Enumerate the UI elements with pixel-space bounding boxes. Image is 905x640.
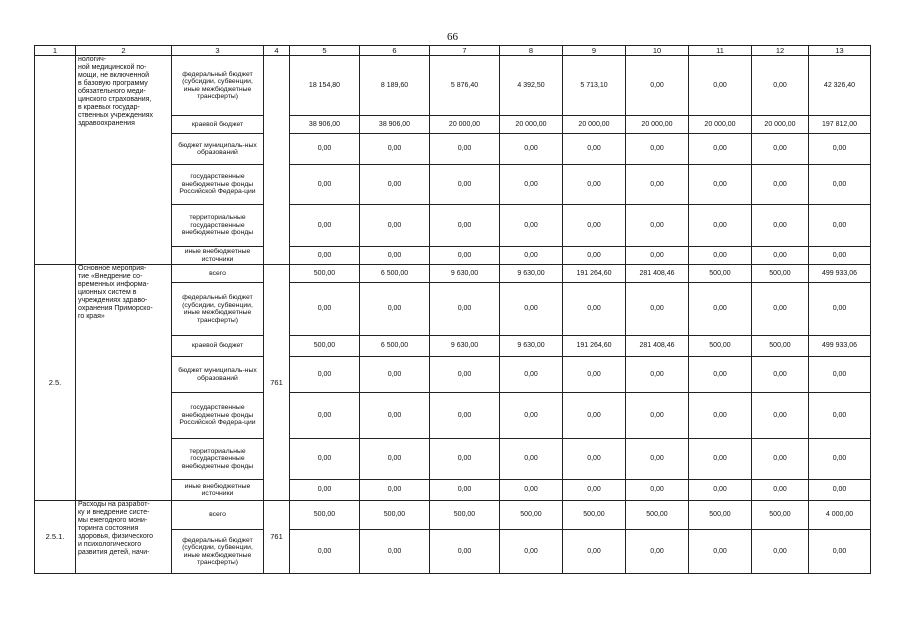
value-cell-col-5: 0,00 — [290, 247, 360, 265]
funding-source: государственные внебюджетные фонды Российской Федера-ции — [172, 165, 264, 205]
value-cell-col-9: 0,00 — [563, 393, 626, 439]
value-cell-col-9: 5 713,10 — [563, 56, 626, 116]
value-cell-col-9: 0,00 — [563, 247, 626, 265]
value-cell-col-7: 0,00 — [430, 530, 500, 574]
value-cell-col-10: 0,00 — [626, 283, 689, 336]
value-cell-col-13: 197 812,00 — [809, 116, 871, 134]
value-cell-col-7: 0,00 — [430, 283, 500, 336]
value-cell-col-10: 0,00 — [626, 56, 689, 116]
value-cell-col-8: 0,00 — [500, 247, 563, 265]
value-cell-col-12: 500,00 — [752, 336, 809, 357]
value-cell-col-9: 500,00 — [563, 501, 626, 530]
value-cell-col-12: 500,00 — [752, 501, 809, 530]
value-cell-col-9: 191 264,60 — [563, 265, 626, 283]
row-description: Основное мероприя- тие «Внедрение со- временных информа- ционных систем в учреждениях здраво- охранения Приморско- го края» — [76, 265, 172, 501]
executor-code: 761 — [264, 501, 290, 574]
table-row — [35, 265, 871, 283]
value-cell-col-11: 0,00 — [689, 283, 752, 336]
row-description: нологич- ной медицинской по- мощи, не включенной в базовую программу обязательного меди- цинского страхования, в краевых государ- ственных учреждениях здравоохранения — [76, 56, 172, 265]
value-cell-col-11: 0,00 — [689, 480, 752, 501]
funding-source: территориальные государственные внебюджетные фонды — [172, 205, 264, 247]
value-cell-col-9: 0,00 — [563, 134, 626, 165]
value-cell-col-6: 0,00 — [360, 480, 430, 501]
value-cell-col-5: 0,00 — [290, 439, 360, 480]
value-cell-col-13: 0,00 — [809, 530, 871, 574]
value-cell-col-8: 4 392,50 — [500, 56, 563, 116]
value-cell-col-8: 20 000,00 — [500, 116, 563, 134]
value-cell-col-13: 0,00 — [809, 247, 871, 265]
value-cell-col-10: 500,00 — [626, 501, 689, 530]
value-cell-col-8: 0,00 — [500, 393, 563, 439]
row-number: 2.5.1. — [35, 501, 76, 574]
funding-source: всего — [172, 265, 264, 283]
value-cell-col-10: 0,00 — [626, 357, 689, 393]
value-cell-col-5: 0,00 — [290, 480, 360, 501]
column-number-row — [35, 46, 871, 56]
value-cell-col-7: 9 630,00 — [430, 336, 500, 357]
value-cell-col-6: 0,00 — [360, 283, 430, 336]
value-cell-col-6: 0,00 — [360, 134, 430, 165]
value-cell-col-9: 0,00 — [563, 480, 626, 501]
page-number: 66 — [447, 31, 458, 43]
value-cell-col-12: 0,00 — [752, 205, 809, 247]
funding-source: краевой бюджет — [172, 116, 264, 134]
value-cell-col-9: 191 264,60 — [563, 336, 626, 357]
value-cell-col-10: 281 408,46 — [626, 336, 689, 357]
column-number-6: 6 — [360, 46, 430, 56]
column-number-8: 8 — [500, 46, 563, 56]
funding-source: иные внебюджетные источники — [172, 247, 264, 265]
value-cell-col-9: 0,00 — [563, 439, 626, 480]
value-cell-col-12: 20 000,00 — [752, 116, 809, 134]
funding-source: краевой бюджет — [172, 336, 264, 357]
value-cell-col-13: 0,00 — [809, 205, 871, 247]
value-cell-col-11: 500,00 — [689, 501, 752, 530]
table-row — [35, 56, 871, 116]
value-cell-col-12: 0,00 — [752, 56, 809, 116]
value-cell-col-8: 0,00 — [500, 439, 563, 480]
value-cell-col-5: 0,00 — [290, 283, 360, 336]
value-cell-col-13: 4 000,00 — [809, 501, 871, 530]
value-cell-col-6: 0,00 — [360, 165, 430, 205]
column-number-13: 13 — [809, 46, 871, 56]
value-cell-col-7: 0,00 — [430, 134, 500, 165]
value-cell-col-11: 0,00 — [689, 357, 752, 393]
funding-source: федеральный бюджет (субсидии, субвенции, иные межбюджетные трансферты) — [172, 56, 264, 116]
value-cell-col-5: 500,00 — [290, 501, 360, 530]
value-cell-col-5: 500,00 — [290, 265, 360, 283]
value-cell-col-10: 281 408,46 — [626, 265, 689, 283]
value-cell-col-8: 9 630,00 — [500, 336, 563, 357]
value-cell-col-6: 0,00 — [360, 357, 430, 393]
value-cell-col-13: 0,00 — [809, 439, 871, 480]
value-cell-col-9: 0,00 — [563, 357, 626, 393]
value-cell-col-10: 0,00 — [626, 247, 689, 265]
funding-source: иные внебюджетные источники — [172, 480, 264, 501]
column-number-9: 9 — [563, 46, 626, 56]
column-number-2: 2 — [76, 46, 172, 56]
value-cell-col-13: 0,00 — [809, 480, 871, 501]
value-cell-col-6: 8 189,60 — [360, 56, 430, 116]
funding-source: федеральный бюджет (субсидии, субвенции, иные межбюджетные трансферты) — [172, 283, 264, 336]
value-cell-col-9: 20 000,00 — [563, 116, 626, 134]
value-cell-col-10: 0,00 — [626, 530, 689, 574]
value-cell-col-8: 500,00 — [500, 501, 563, 530]
value-cell-col-6: 0,00 — [360, 247, 430, 265]
value-cell-col-8: 0,00 — [500, 357, 563, 393]
value-cell-col-13: 0,00 — [809, 283, 871, 336]
value-cell-col-9: 0,00 — [563, 283, 626, 336]
value-cell-col-11: 0,00 — [689, 56, 752, 116]
value-cell-col-10: 0,00 — [626, 393, 689, 439]
value-cell-col-11: 500,00 — [689, 336, 752, 357]
value-cell-col-6: 0,00 — [360, 439, 430, 480]
value-cell-col-9: 0,00 — [563, 165, 626, 205]
value-cell-col-8: 0,00 — [500, 480, 563, 501]
value-cell-col-7: 0,00 — [430, 393, 500, 439]
value-cell-col-7: 0,00 — [430, 165, 500, 205]
value-cell-col-6: 0,00 — [360, 393, 430, 439]
value-cell-col-5: 0,00 — [290, 205, 360, 247]
value-cell-col-6: 500,00 — [360, 501, 430, 530]
funding-source: бюджет муниципаль-ных образований — [172, 134, 264, 165]
value-cell-col-11: 0,00 — [689, 165, 752, 205]
value-cell-col-5: 0,00 — [290, 357, 360, 393]
value-cell-col-8: 0,00 — [500, 530, 563, 574]
value-cell-col-11: 0,00 — [689, 439, 752, 480]
budget-table — [34, 45, 871, 574]
value-cell-col-13: 0,00 — [809, 393, 871, 439]
value-cell-col-8: 0,00 — [500, 283, 563, 336]
value-cell-col-10: 0,00 — [626, 439, 689, 480]
column-number-10: 10 — [626, 46, 689, 56]
value-cell-col-12: 0,00 — [752, 247, 809, 265]
value-cell-col-5: 0,00 — [290, 530, 360, 574]
value-cell-col-5: 500,00 — [290, 336, 360, 357]
value-cell-col-13: 0,00 — [809, 134, 871, 165]
value-cell-col-6: 0,00 — [360, 205, 430, 247]
value-cell-col-11: 20 000,00 — [689, 116, 752, 134]
value-cell-col-13: 0,00 — [809, 357, 871, 393]
column-number-11: 11 — [689, 46, 752, 56]
value-cell-col-8: 9 630,00 — [500, 265, 563, 283]
funding-source: федеральный бюджет (субсидии, субвенции, иные межбюджетные трансферты) — [172, 530, 264, 574]
value-cell-col-12: 0,00 — [752, 530, 809, 574]
value-cell-col-13: 499 933,06 — [809, 265, 871, 283]
value-cell-col-10: 0,00 — [626, 165, 689, 205]
value-cell-col-13: 499 933,06 — [809, 336, 871, 357]
value-cell-col-11: 0,00 — [689, 247, 752, 265]
value-cell-col-12: 0,00 — [752, 283, 809, 336]
value-cell-col-12: 500,00 — [752, 265, 809, 283]
value-cell-col-12: 0,00 — [752, 480, 809, 501]
value-cell-col-7: 20 000,00 — [430, 116, 500, 134]
value-cell-col-10: 0,00 — [626, 480, 689, 501]
value-cell-col-12: 0,00 — [752, 134, 809, 165]
value-cell-col-6: 0,00 — [360, 530, 430, 574]
value-cell-col-8: 0,00 — [500, 205, 563, 247]
value-cell-col-5: 0,00 — [290, 393, 360, 439]
column-number-4: 4 — [264, 46, 290, 56]
value-cell-col-11: 0,00 — [689, 530, 752, 574]
row-number: 2.5. — [35, 265, 76, 501]
value-cell-col-9: 0,00 — [563, 205, 626, 247]
value-cell-col-7: 500,00 — [430, 501, 500, 530]
value-cell-col-7: 0,00 — [430, 205, 500, 247]
value-cell-col-7: 5 876,40 — [430, 56, 500, 116]
funding-source: территориальные государственные внебюджетные фонды — [172, 439, 264, 480]
value-cell-col-12: 0,00 — [752, 165, 809, 205]
value-cell-col-12: 0,00 — [752, 357, 809, 393]
value-cell-col-7: 0,00 — [430, 247, 500, 265]
value-cell-col-7: 0,00 — [430, 439, 500, 480]
column-number-3: 3 — [172, 46, 264, 56]
value-cell-col-5: 18 154,80 — [290, 56, 360, 116]
value-cell-col-8: 0,00 — [500, 134, 563, 165]
value-cell-col-13: 0,00 — [809, 165, 871, 205]
value-cell-col-6: 6 500,00 — [360, 265, 430, 283]
column-number-12: 12 — [752, 46, 809, 56]
value-cell-col-11: 0,00 — [689, 205, 752, 247]
value-cell-col-11: 0,00 — [689, 393, 752, 439]
value-cell-col-7: 9 630,00 — [430, 265, 500, 283]
value-cell-col-5: 38 906,00 — [290, 116, 360, 134]
value-cell-col-5: 0,00 — [290, 134, 360, 165]
value-cell-col-11: 500,00 — [689, 265, 752, 283]
row-number — [35, 56, 76, 265]
value-cell-col-8: 0,00 — [500, 165, 563, 205]
row-description: Расходы на разработ- ку и внедрение систе- мы ежегодного мони- торинга состояния здоровья, физического и психологического развития детей, начи- — [76, 501, 172, 574]
value-cell-col-10: 0,00 — [626, 205, 689, 247]
table-row — [35, 501, 871, 530]
column-number-1: 1 — [35, 46, 76, 56]
executor-code: 761 — [264, 265, 290, 501]
column-number-5: 5 — [290, 46, 360, 56]
executor-code — [264, 56, 290, 265]
value-cell-col-9: 0,00 — [563, 530, 626, 574]
value-cell-col-7: 0,00 — [430, 357, 500, 393]
value-cell-col-12: 0,00 — [752, 439, 809, 480]
funding-source: всего — [172, 501, 264, 530]
column-number-7: 7 — [430, 46, 500, 56]
value-cell-col-10: 20 000,00 — [626, 116, 689, 134]
value-cell-col-5: 0,00 — [290, 165, 360, 205]
value-cell-col-10: 0,00 — [626, 134, 689, 165]
funding-source: бюджет муниципаль-ных образований — [172, 357, 264, 393]
value-cell-col-6: 38 906,00 — [360, 116, 430, 134]
value-cell-col-6: 6 500,00 — [360, 336, 430, 357]
funding-source: государственные внебюджетные фонды Российской Федера-ции — [172, 393, 264, 439]
value-cell-col-7: 0,00 — [430, 480, 500, 501]
value-cell-col-12: 0,00 — [752, 393, 809, 439]
value-cell-col-13: 42 326,40 — [809, 56, 871, 116]
value-cell-col-11: 0,00 — [689, 134, 752, 165]
